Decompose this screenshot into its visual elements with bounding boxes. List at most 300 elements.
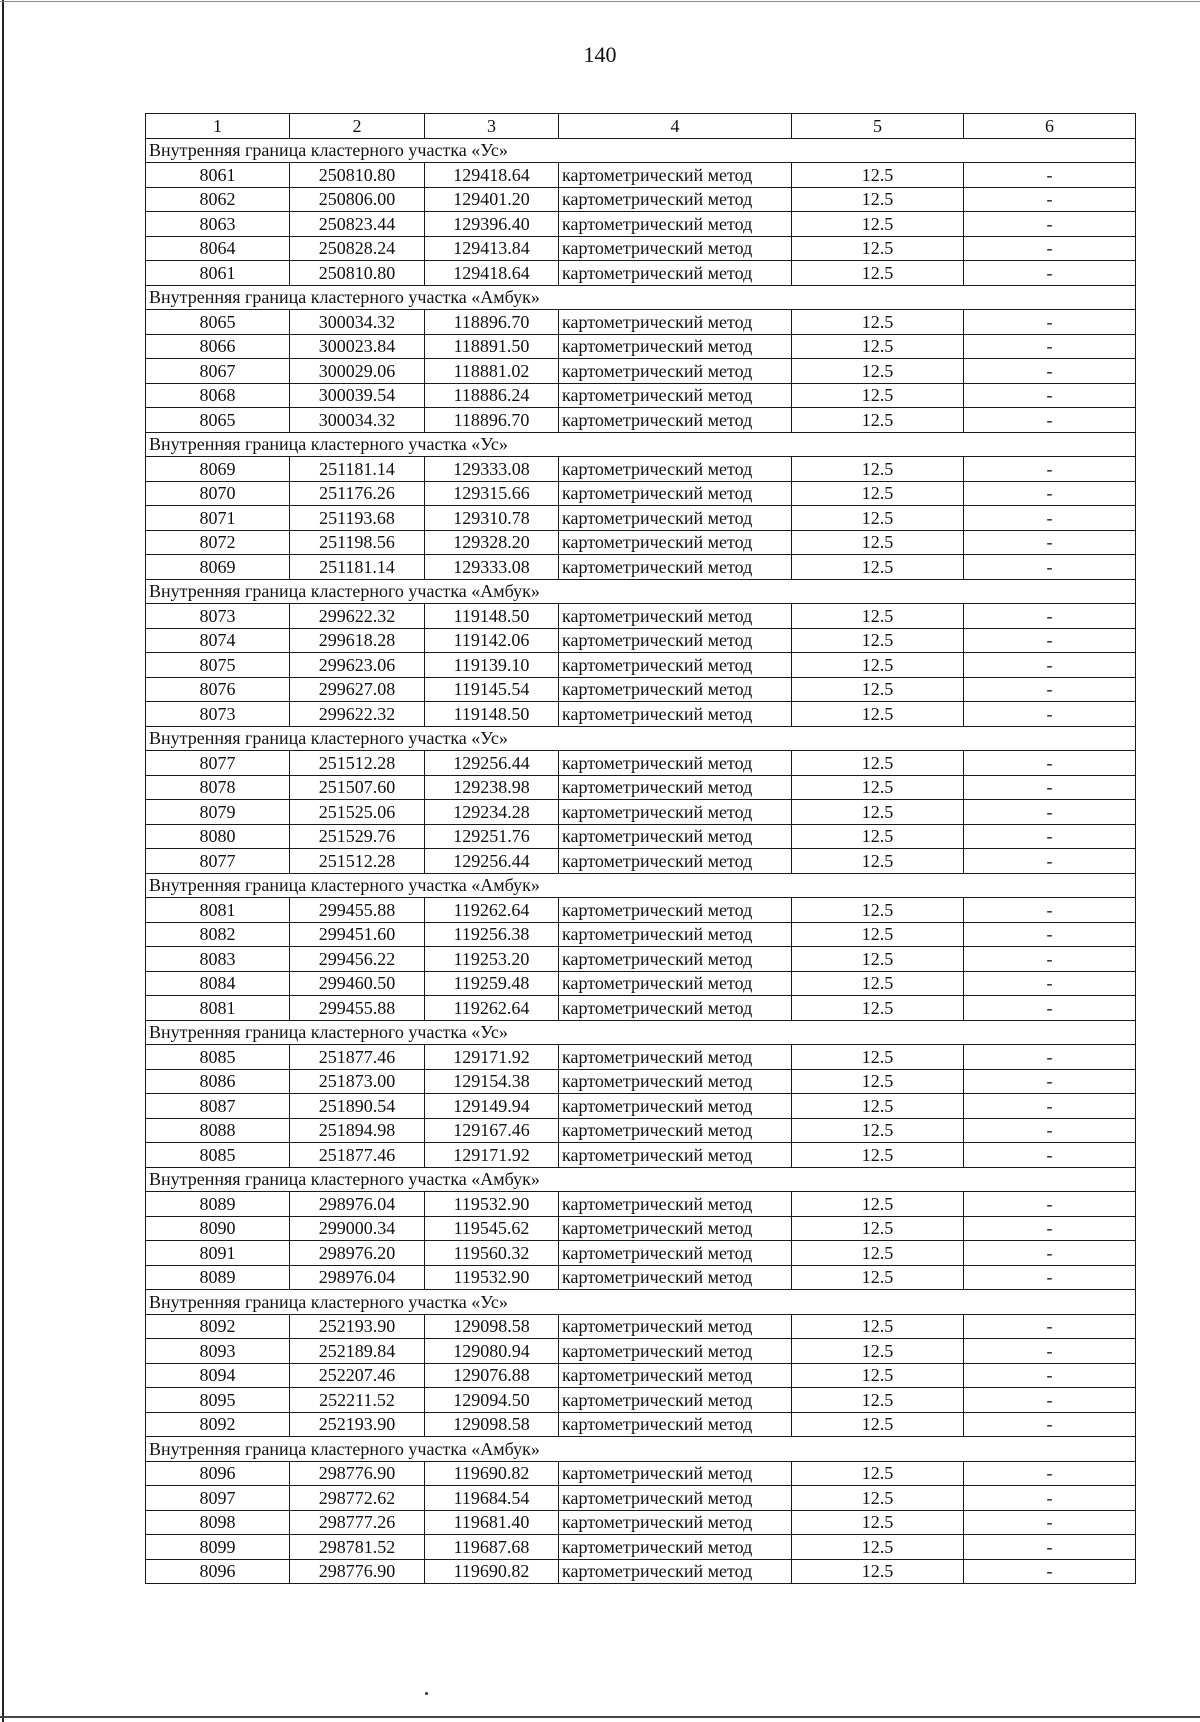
table-cell: - <box>964 677 1136 702</box>
table-cell: 129328.20 <box>425 530 559 555</box>
table-cell: - <box>964 163 1136 188</box>
table-cell: 119142.06 <box>425 628 559 653</box>
table-cell: картометрический метод <box>559 1265 792 1290</box>
table-cell: - <box>964 947 1136 972</box>
table-cell: 8092 <box>146 1314 290 1339</box>
table-cell: картометрический метод <box>559 1314 792 1339</box>
section-title: Внутренняя граница кластерного участка «Амбук» <box>146 873 1136 898</box>
table-row <box>146 1510 1136 1535</box>
table-cell: 8075 <box>146 653 290 678</box>
table-cell: - <box>964 971 1136 996</box>
table-cell: 299618.28 <box>290 628 425 653</box>
table-cell: 119259.48 <box>425 971 559 996</box>
table-row <box>146 1069 1136 1094</box>
table-cell: 250823.44 <box>290 212 425 237</box>
table-cell: - <box>964 481 1136 506</box>
table-cell: 8081 <box>146 898 290 923</box>
table-cell: 119262.64 <box>425 898 559 923</box>
table-cell: 129413.84 <box>425 236 559 261</box>
table-cell: 129251.76 <box>425 824 559 849</box>
table-row <box>146 800 1136 825</box>
table-cell: 8065 <box>146 310 290 335</box>
table-cell: 129098.58 <box>425 1412 559 1437</box>
table-cell: 252189.84 <box>290 1339 425 1364</box>
table-cell: картометрический метод <box>559 849 792 874</box>
table-cell: 251176.26 <box>290 481 425 506</box>
table-cell: - <box>964 1559 1136 1584</box>
table-row <box>146 971 1136 996</box>
table-cell: картометрический метод <box>559 824 792 849</box>
table-cell: 251512.28 <box>290 751 425 776</box>
table-row <box>146 1363 1136 1388</box>
table-cell: картометрический метод <box>559 1143 792 1168</box>
table-cell: - <box>964 555 1136 580</box>
table-cell: картометрический метод <box>559 359 792 384</box>
table-cell: 251507.60 <box>290 775 425 800</box>
table-cell: 12.5 <box>792 163 964 188</box>
header-row <box>146 114 1136 139</box>
table-cell: - <box>964 1265 1136 1290</box>
section-row <box>146 726 1136 751</box>
table-cell: - <box>964 1069 1136 1094</box>
table-cell: 129396.40 <box>425 212 559 237</box>
table-cell: 12.5 <box>792 947 964 972</box>
table-row <box>146 849 1136 874</box>
table-cell: 300023.84 <box>290 334 425 359</box>
table-cell: картометрический метод <box>559 163 792 188</box>
table-cell: 12.5 <box>792 457 964 482</box>
table-cell: - <box>964 1535 1136 1560</box>
table-row <box>146 1192 1136 1217</box>
table-cell: 129076.88 <box>425 1363 559 1388</box>
table-cell: картометрический метод <box>559 236 792 261</box>
scan-edge-top <box>0 1 1200 2</box>
table-cell: 251877.46 <box>290 1045 425 1070</box>
table-cell: 12.5 <box>792 408 964 433</box>
table-cell: 299622.32 <box>290 702 425 727</box>
table-cell: - <box>964 775 1136 800</box>
table-cell: - <box>964 628 1136 653</box>
table-cell: картометрический метод <box>559 800 792 825</box>
table-cell: 8091 <box>146 1241 290 1266</box>
table-cell: 8085 <box>146 1045 290 1070</box>
table-cell: картометрический метод <box>559 1192 792 1217</box>
table-row <box>146 898 1136 923</box>
table-row <box>146 1045 1136 1070</box>
table-cell: картометрический метод <box>559 481 792 506</box>
table-cell: картометрический метод <box>559 187 792 212</box>
table-cell: картометрический метод <box>559 1094 792 1119</box>
table-cell: 12.5 <box>792 1265 964 1290</box>
table-body <box>146 138 1136 1584</box>
table-row <box>146 383 1136 408</box>
table-cell: 8096 <box>146 1559 290 1584</box>
table-cell: - <box>964 212 1136 237</box>
table-cell: 119690.82 <box>425 1559 559 1584</box>
table-cell: картометрический метод <box>559 1118 792 1143</box>
section-row <box>146 1437 1136 1462</box>
section-row <box>146 285 1136 310</box>
table-cell: 8072 <box>146 530 290 555</box>
table-row <box>146 310 1136 335</box>
table-cell: - <box>964 1094 1136 1119</box>
table-cell: картометрический метод <box>559 212 792 237</box>
table-cell: 8090 <box>146 1216 290 1241</box>
table-cell: 298976.20 <box>290 1241 425 1266</box>
table-cell: 12.5 <box>792 824 964 849</box>
table-cell: 251877.46 <box>290 1143 425 1168</box>
table-cell: 129171.92 <box>425 1045 559 1070</box>
table-cell: 129315.66 <box>425 481 559 506</box>
table-cell: картометрический метод <box>559 653 792 678</box>
table-cell: 8061 <box>146 261 290 286</box>
table-cell: 300029.06 <box>290 359 425 384</box>
table-cell: 12.5 <box>792 898 964 923</box>
table-cell: картометрический метод <box>559 310 792 335</box>
section-row <box>146 873 1136 898</box>
table-cell: 8095 <box>146 1388 290 1413</box>
table-cell: 12.5 <box>792 261 964 286</box>
table-cell: 299456.22 <box>290 947 425 972</box>
table-cell: 12.5 <box>792 653 964 678</box>
table-cell: 299451.60 <box>290 922 425 947</box>
table-cell: 129149.94 <box>425 1094 559 1119</box>
section-row <box>146 1020 1136 1045</box>
table-cell: 250828.24 <box>290 236 425 261</box>
table-cell: картометрический метод <box>559 408 792 433</box>
table-cell: - <box>964 1486 1136 1511</box>
table-cell: 12.5 <box>792 1314 964 1339</box>
table-cell: картометрический метод <box>559 530 792 555</box>
table-cell: 12.5 <box>792 1363 964 1388</box>
table-cell: 251198.56 <box>290 530 425 555</box>
table-cell: - <box>964 506 1136 531</box>
table-cell: 8077 <box>146 751 290 776</box>
table-cell: картометрический метод <box>559 751 792 776</box>
table-cell: - <box>964 236 1136 261</box>
table-cell: 119256.38 <box>425 922 559 947</box>
scan-speck <box>425 1692 428 1695</box>
table-cell: 12.5 <box>792 555 964 580</box>
table-cell: 300034.32 <box>290 310 425 335</box>
table-cell: 252193.90 <box>290 1412 425 1437</box>
table-cell: 8086 <box>146 1069 290 1094</box>
table-cell: 12.5 <box>792 1216 964 1241</box>
table-cell: картометрический метод <box>559 1045 792 1070</box>
table-cell: 119139.10 <box>425 653 559 678</box>
table-cell: 299000.34 <box>290 1216 425 1241</box>
column-header: 4 <box>559 114 792 139</box>
table-cell: 119148.50 <box>425 604 559 629</box>
table-cell: 12.5 <box>792 775 964 800</box>
table-cell: 119145.54 <box>425 677 559 702</box>
table-cell: 12.5 <box>792 1045 964 1070</box>
column-header: 5 <box>792 114 964 139</box>
table-cell: 8092 <box>146 1412 290 1437</box>
table-cell: 299460.50 <box>290 971 425 996</box>
table-cell: 119532.90 <box>425 1265 559 1290</box>
table-row <box>146 1388 1136 1413</box>
table-cell: картометрический метод <box>559 506 792 531</box>
table-cell: 8079 <box>146 800 290 825</box>
table-cell: картометрический метод <box>559 1510 792 1535</box>
table-cell: картометрический метод <box>559 261 792 286</box>
table-cell: 12.5 <box>792 971 964 996</box>
section-title: Внутренняя граница кластерного участка «Амбук» <box>146 1437 1136 1462</box>
table-cell: картометрический метод <box>559 775 792 800</box>
table-row <box>146 506 1136 531</box>
section-title: Внутренняя граница кластерного участка «Ус» <box>146 1290 1136 1315</box>
table-cell: 299622.32 <box>290 604 425 629</box>
section-row <box>146 579 1136 604</box>
table-cell: 250810.80 <box>290 261 425 286</box>
table-cell: 12.5 <box>792 212 964 237</box>
table-cell: 251894.98 <box>290 1118 425 1143</box>
table-cell: - <box>964 530 1136 555</box>
table-cell: 12.5 <box>792 677 964 702</box>
table-cell: 12.5 <box>792 1412 964 1437</box>
table-cell: 299455.88 <box>290 996 425 1021</box>
table-row <box>146 481 1136 506</box>
table-cell: 8097 <box>146 1486 290 1511</box>
table-cell: картометрический метод <box>559 1363 792 1388</box>
table-cell: 12.5 <box>792 800 964 825</box>
table-cell: 8063 <box>146 212 290 237</box>
table-cell: 8081 <box>146 996 290 1021</box>
table-cell: - <box>964 922 1136 947</box>
table-cell: - <box>964 702 1136 727</box>
table-cell: 12.5 <box>792 922 964 947</box>
table-cell: 12.5 <box>792 506 964 531</box>
table-cell: 129256.44 <box>425 849 559 874</box>
table-cell: - <box>964 334 1136 359</box>
table-cell: - <box>964 1339 1136 1364</box>
table-cell: - <box>964 1388 1136 1413</box>
table-cell: 252211.52 <box>290 1388 425 1413</box>
table-cell: - <box>964 187 1136 212</box>
table-row <box>146 530 1136 555</box>
column-header: 2 <box>290 114 425 139</box>
table-cell: 129234.28 <box>425 800 559 825</box>
table-cell: 8088 <box>146 1118 290 1143</box>
table-row <box>146 334 1136 359</box>
table-cell: 129171.92 <box>425 1143 559 1168</box>
table-cell: 12.5 <box>792 849 964 874</box>
table-cell: 12.5 <box>792 1192 964 1217</box>
table-row <box>146 1314 1136 1339</box>
table-cell: 129310.78 <box>425 506 559 531</box>
table-cell: 8073 <box>146 702 290 727</box>
table-cell: 8067 <box>146 359 290 384</box>
table-cell: 8089 <box>146 1192 290 1217</box>
table-cell: 8069 <box>146 555 290 580</box>
table-row <box>146 408 1136 433</box>
table-cell: 12.5 <box>792 1559 964 1584</box>
table-cell: картометрический метод <box>559 628 792 653</box>
table-cell: 12.5 <box>792 359 964 384</box>
table-cell: 299623.06 <box>290 653 425 678</box>
table-cell: 129256.44 <box>425 751 559 776</box>
table-cell: 251181.14 <box>290 555 425 580</box>
table-cell: 12.5 <box>792 1388 964 1413</box>
table-cell: 12.5 <box>792 187 964 212</box>
section-title: Внутренняя граница кластерного участка «Ус» <box>146 432 1136 457</box>
section-row <box>146 1167 1136 1192</box>
section-title: Внутренняя граница кластерного участка «Ус» <box>146 726 1136 751</box>
table-cell: - <box>964 1314 1136 1339</box>
table-cell: 12.5 <box>792 530 964 555</box>
table-cell: - <box>964 408 1136 433</box>
table-cell: картометрический метод <box>559 1216 792 1241</box>
table-cell: картометрический метод <box>559 383 792 408</box>
table-row <box>146 1143 1136 1168</box>
table-row <box>146 187 1136 212</box>
table-row <box>146 824 1136 849</box>
table-cell: 12.5 <box>792 1535 964 1560</box>
table-cell: - <box>964 1143 1136 1168</box>
table-cell: 8070 <box>146 481 290 506</box>
table-cell: 129238.98 <box>425 775 559 800</box>
table-cell: 251529.76 <box>290 824 425 849</box>
table-cell: картометрический метод <box>559 1069 792 1094</box>
table-cell: - <box>964 996 1136 1021</box>
table-cell: 12.5 <box>792 481 964 506</box>
table-cell: - <box>964 383 1136 408</box>
table-row <box>146 1241 1136 1266</box>
table-cell: 119148.50 <box>425 702 559 727</box>
table-cell: 129333.08 <box>425 457 559 482</box>
table-cell: 251181.14 <box>290 457 425 482</box>
table-cell: 251525.06 <box>290 800 425 825</box>
table-row <box>146 236 1136 261</box>
table-cell: 251512.28 <box>290 849 425 874</box>
table-cell: 12.5 <box>792 1339 964 1364</box>
table-row <box>146 775 1136 800</box>
table-row <box>146 604 1136 629</box>
table-row <box>146 457 1136 482</box>
table-cell: 8084 <box>146 971 290 996</box>
table-row <box>146 1265 1136 1290</box>
table-cell: картометрический метод <box>559 996 792 1021</box>
table-cell: 129333.08 <box>425 555 559 580</box>
table-cell: 119253.20 <box>425 947 559 972</box>
table-row <box>146 1216 1136 1241</box>
table-cell: 119687.68 <box>425 1535 559 1560</box>
table-cell: 118896.70 <box>425 408 559 433</box>
table-cell: картометрический метод <box>559 922 792 947</box>
table-cell: 8085 <box>146 1143 290 1168</box>
table-row <box>146 261 1136 286</box>
table-row <box>146 677 1136 702</box>
table-cell: - <box>964 359 1136 384</box>
table-row <box>146 702 1136 727</box>
section-title: Внутренняя граница кластерного участка «Амбук» <box>146 285 1136 310</box>
scan-edge-left <box>2 0 4 1722</box>
table-cell: картометрический метод <box>559 334 792 359</box>
table-row <box>146 628 1136 653</box>
table-cell: 8099 <box>146 1535 290 1560</box>
table-cell: 118881.02 <box>425 359 559 384</box>
table-cell: 129167.46 <box>425 1118 559 1143</box>
section-title: Внутренняя граница кластерного участка «Ус» <box>146 1020 1136 1045</box>
table-cell: 12.5 <box>792 1143 964 1168</box>
table-cell: 299627.08 <box>290 677 425 702</box>
table-cell: 129418.64 <box>425 163 559 188</box>
section-row <box>146 432 1136 457</box>
table-cell: 252207.46 <box>290 1363 425 1388</box>
table-header <box>146 114 1136 139</box>
table-cell: 298772.62 <box>290 1486 425 1511</box>
table-cell: - <box>964 1363 1136 1388</box>
table-cell: 250810.80 <box>290 163 425 188</box>
table-cell: картометрический метод <box>559 555 792 580</box>
table-cell: 8078 <box>146 775 290 800</box>
table-cell: 8064 <box>146 236 290 261</box>
table-cell: 250806.00 <box>290 187 425 212</box>
table-cell: 12.5 <box>792 236 964 261</box>
table-cell: картометрический метод <box>559 947 792 972</box>
table-row <box>146 555 1136 580</box>
column-header: 3 <box>425 114 559 139</box>
table-cell: картометрический метод <box>559 1559 792 1584</box>
table-cell: 118896.70 <box>425 310 559 335</box>
table-cell: 8096 <box>146 1461 290 1486</box>
table-row <box>146 163 1136 188</box>
table-cell: 12.5 <box>792 628 964 653</box>
table-cell: 119532.90 <box>425 1192 559 1217</box>
table-cell: 298777.26 <box>290 1510 425 1535</box>
table-cell: 118886.24 <box>425 383 559 408</box>
table-cell: 129154.38 <box>425 1069 559 1094</box>
table-cell: - <box>964 849 1136 874</box>
table-cell: 12.5 <box>792 1241 964 1266</box>
table-cell: картометрический метод <box>559 898 792 923</box>
table-cell: 12.5 <box>792 1118 964 1143</box>
table-cell: картометрический метод <box>559 677 792 702</box>
table-cell: - <box>964 1216 1136 1241</box>
table-row <box>146 1486 1136 1511</box>
table-cell: 8080 <box>146 824 290 849</box>
table-cell: 251873.00 <box>290 1069 425 1094</box>
table-row <box>146 212 1136 237</box>
section-title: Внутренняя граница кластерного участка «Ус» <box>146 138 1136 163</box>
table-cell: - <box>964 1461 1136 1486</box>
table-cell: 8089 <box>146 1265 290 1290</box>
table-cell: 298976.04 <box>290 1192 425 1217</box>
table-cell: - <box>964 824 1136 849</box>
table-cell: картометрический метод <box>559 1241 792 1266</box>
section-row <box>146 138 1136 163</box>
table-cell: 119545.62 <box>425 1216 559 1241</box>
table-row <box>146 751 1136 776</box>
table-row <box>146 1412 1136 1437</box>
table-cell: 12.5 <box>792 1486 964 1511</box>
table-cell: 8069 <box>146 457 290 482</box>
table-cell: 119690.82 <box>425 1461 559 1486</box>
table-cell: 12.5 <box>792 604 964 629</box>
table-cell: 8076 <box>146 677 290 702</box>
table-cell: 12.5 <box>792 996 964 1021</box>
table-cell: - <box>964 604 1136 629</box>
table-cell: 8073 <box>146 604 290 629</box>
table-cell: 298781.52 <box>290 1535 425 1560</box>
table-row <box>146 359 1136 384</box>
table-cell: 8061 <box>146 163 290 188</box>
table-cell: 8094 <box>146 1363 290 1388</box>
table-cell: - <box>964 800 1136 825</box>
table-cell: 12.5 <box>792 1510 964 1535</box>
table-cell: 12.5 <box>792 310 964 335</box>
